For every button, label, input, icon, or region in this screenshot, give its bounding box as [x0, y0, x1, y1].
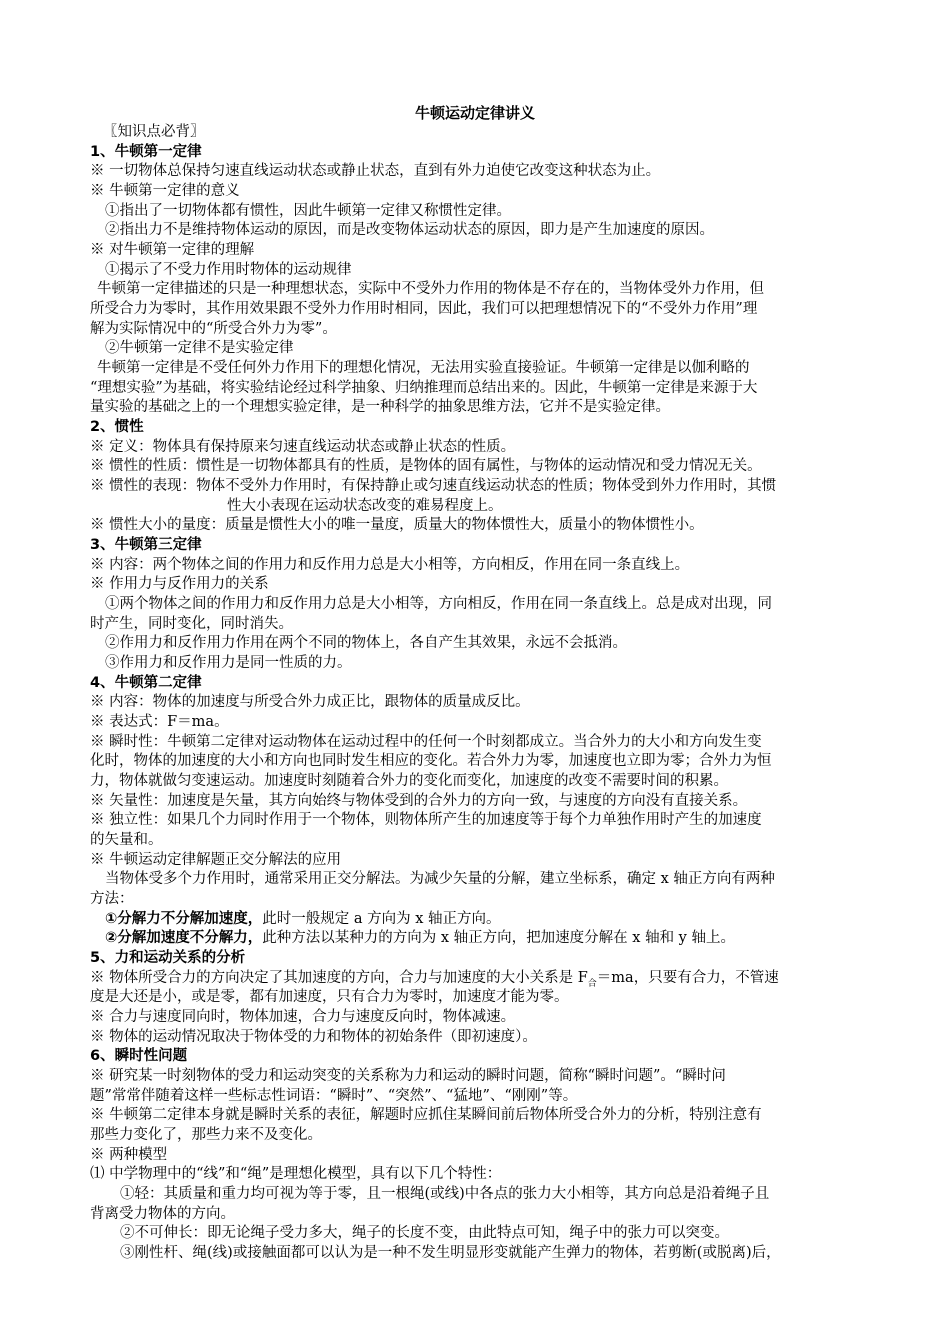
- heading-6: 6、瞬时性问题: [90, 1048, 188, 1064]
- text-line: ①两个物体之间的作用力和反作用力总是大小相等，方向相反，作用在同一条直线上。总是成对出现，同: [105, 596, 772, 612]
- text-line: ※ 牛顿运动定律解题正交分解法的应用: [90, 852, 342, 868]
- method-2-label: ②分解加速度不分解力，: [105, 930, 263, 946]
- text-line: [105, 909, 501, 929]
- method-1-text: 此时一般规定 a 方向为 x 轴正方向。: [262, 911, 501, 927]
- text-line: ※ 瞬时性：牛顿第二定律对运动物体在运动过程中的任何一个时刻都成立。当合外力的大小和方向发生变: [90, 734, 762, 750]
- text-line: ⑴ 中学物理中的“线”和“绳”是理想化模型，具有以下几个特性：: [90, 1166, 502, 1182]
- text-line: 力，物体就做匀变速运动。加速度时刻随着合外力的变化而变化，加速度的改变不需要时间的积累。: [90, 773, 728, 789]
- text-line: ②不可伸长：即无论绳子受力多大，绳子的长度不变，由此特点可知，绳子中的张力可以突变。: [120, 1225, 729, 1241]
- text-line: ①轻：其质量和重力均可视为等于零，且一根绳(或线)中各点的张力大小相等，其方向总是沿着绳子且: [120, 1186, 770, 1202]
- text-line: ①揭示了不受力作用时物体的运动规律: [105, 262, 352, 278]
- text-part: ※ 物体所受合力的方向决定了其加速度的方向，合力与加速度的大小关系是 F: [90, 970, 588, 986]
- text-line: ※ 惯性的性质：惯性是一切物体都具有的性质，是物体的固有属性，与物体的运动情况和受力情况无关。: [90, 458, 762, 474]
- text-line: 当物体受多个力作用时，通常采用正交分解法。为减少矢量的分解，建立坐标系，确定 x 轴正方向有两种: [105, 871, 775, 887]
- text-line: 解为实际情况中的“所受合外力为零”。: [90, 321, 337, 337]
- text-line: 背离受力物体的方向。: [90, 1206, 235, 1222]
- subscript-he: 合: [587, 978, 597, 989]
- heading-2: 2、惯性: [90, 419, 144, 435]
- text-line: ②作用力和反作用力作用在两个不同的物体上，各自产生其效果，永远不会抵消。: [105, 635, 627, 651]
- heading-5: 5、力和运动关系的分析: [90, 950, 246, 966]
- text-line: 度是大还是小，或是零，都有加速度，只有合力为零时，加速度才能为零。: [90, 989, 569, 1005]
- method-1-label: ①分解力不分解加速度，: [105, 911, 263, 927]
- text-line: “理想实验”为基础，将实验结论经过科学抽象、归纳推理而总结出来的。因此，牛顿第一定律是来源于大: [90, 380, 758, 396]
- text-line: 所受合力为零时，其作用效果跟不受外力作用时相同，因此，我们可以把理想情况下的“不受外力作用”理: [90, 301, 758, 317]
- text-line: ※ 内容：两个物体之间的作用力和反作用力总是大小相等，方向相反，作用在同一条直线上。: [90, 557, 690, 573]
- text-line: ※ 作用力与反作用力的关系: [90, 576, 269, 592]
- text-line: ※ 牛顿第二定律本身就是瞬时关系的表征，解题时应抓住某瞬间前后物体所受合外力的分析，特别注意有: [90, 1107, 762, 1123]
- text-line: 方法：: [90, 891, 134, 907]
- text-line: ※ 惯性的表现：物体不受外力作用时，有保持静止或匀速直线运动状态的性质；物体受到外力作用时，其惯: [90, 478, 777, 494]
- heading-1: 1、牛顿第一定律: [90, 144, 202, 160]
- text-line: 量实验的基础之上的一个理想实验定律，是一种科学的抽象思维方法，它并不是实验定律。: [90, 399, 670, 415]
- text-line: ※ 惯性大小的量度：质量是惯性大小的唯一量度，质量大的物体惯性大，质量小的物体惯性小。: [90, 517, 704, 533]
- text-line: 牛顿第一定律描述的只是一种理想状态，实际中不受外力作用的物体是不存在的，当物体受外力作用，但: [97, 281, 764, 297]
- text-line: ※ 研究某一时刻物体的受力和运动突变的关系称为力和运动的瞬时问题，简称“瞬时问题”。“瞬时问: [90, 1068, 726, 1084]
- text-line: ※ 物体的运动情况取决于物体受的力和物体的初始条件（即初速度）。: [90, 1029, 537, 1045]
- text-line: 化时，物体的加速度的大小和方向也同时发生相应的变化。若合外力为零，加速度也立即为零；合外力为恒: [90, 753, 772, 769]
- text-line: ※ 独立性：如果几个力同时作用于一个物体，则物体所产生的加速度等于每个力单独作用时产生的加速度: [90, 812, 762, 828]
- text-line: ※ 合力与速度同向时，物体加速，合力与速度反向时，物体减速。: [90, 1009, 516, 1025]
- method-2-text: 此种方法以某种力的方向为 x 轴正方向，把加速度分解在 x 轴和 y 轴上。: [262, 930, 735, 946]
- text-line: ②指出力不是维持物体运动的原因，而是改变物体运动状态的原因，即力是产生加速度的原因。: [105, 222, 714, 238]
- text-line: ※ 对牛顿第一定律的理解: [90, 242, 255, 258]
- text-line: ※ 表达式：F＝ma。: [90, 714, 229, 730]
- text-line: ※ 一切物体总保持匀速直线运动状态或静止状态，直到有外力迫使它改变这种状态为止。: [90, 163, 661, 179]
- text-line: ※ 两种模型: [90, 1147, 168, 1163]
- text-part: ＝ma，只要有合力，不管速: [596, 970, 779, 986]
- section-tag: 〖知识点必背〗: [103, 124, 205, 140]
- text-line: ③作用力和反作用力是同一性质的力。: [105, 655, 352, 671]
- text-line: 的矢量和。: [90, 832, 163, 848]
- heading-3: 3、牛顿第三定律: [90, 537, 202, 553]
- text-line: ※ 内容：物体的加速度与所受合外力成正比，跟物体的质量成反比。: [90, 694, 530, 710]
- text-line: 那些力变化了，那些力来不及变化。: [90, 1127, 322, 1143]
- heading-4: 4、牛顿第二定律: [90, 675, 202, 691]
- text-line: [105, 928, 735, 948]
- text-line: 题”常常伴随着这样一些标志性词语：“瞬时”、“突然”、“猛地”、“刚刚”等。: [90, 1088, 578, 1104]
- text-line: 性大小表现在运动状态改变的难易程度上。: [227, 498, 503, 514]
- text-line: ①指出了一切物体都有惯性，因此牛顿第一定律又称惯性定律。: [105, 203, 511, 219]
- text-line: ※ 牛顿第一定律的意义: [90, 183, 240, 199]
- text-line: ③刚性杆、绳(线)或接触面都可以认为是一种不发生明显形变就能产生弹力的物体，若剪断(或脱离)后，: [120, 1245, 781, 1261]
- text-line: ※ 定义：物体具有保持原来匀速直线运动状态或静止状态的性质。: [90, 439, 516, 455]
- text-line: ②牛顿第一定律不是实验定律: [105, 340, 294, 356]
- document-title: 牛顿运动定律讲义: [414, 104, 535, 122]
- text-line: 时产生，同时变化，同时消失。: [90, 616, 293, 632]
- text-line: 牛顿第一定律是不受任何外力作用下的理想化情况，无法用实验直接验证。牛顿第一定律是以伽利略的: [97, 360, 750, 376]
- text-line: ※ 矢量性：加速度是矢量，其方向始终与物体受到的合外力的方向一致，与速度的方向没有直接关系。: [90, 793, 748, 809]
